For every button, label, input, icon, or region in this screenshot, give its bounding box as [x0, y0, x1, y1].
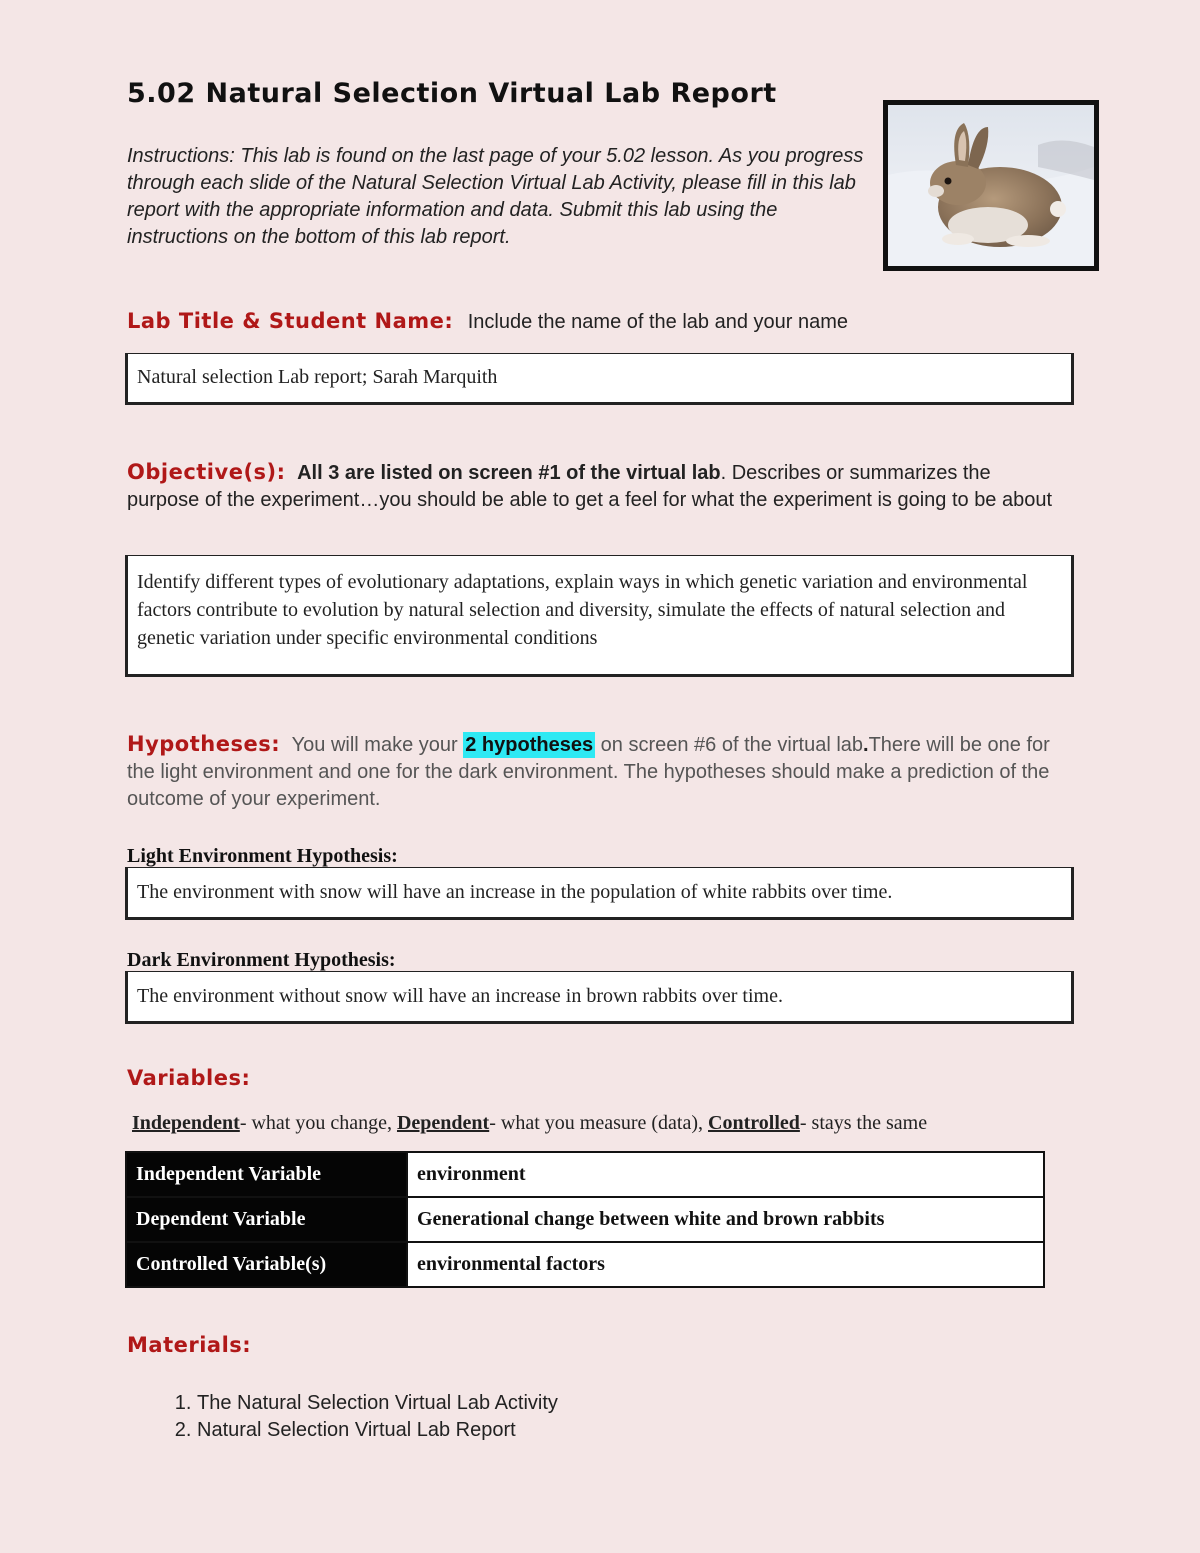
lab-title-label: Lab Title & Student Name: — [127, 309, 454, 333]
light-hypothesis-answer: The environment with snow will have an increase in the population of white rabbits over time. — [137, 881, 893, 903]
objectives-answer-box[interactable] — [125, 555, 1074, 677]
materials-list-wrap — [127, 1390, 927, 1444]
def-independent: Independent — [132, 1112, 240, 1134]
dependent-variable-key: Dependent Variable — [126, 1197, 407, 1242]
variables-definitions — [132, 1112, 927, 1135]
lab-title-heading — [127, 309, 848, 336]
table-row — [126, 1242, 1044, 1287]
dark-hypothesis-answer: The environment without snow will have an increase in brown rabbits over time. — [137, 985, 783, 1007]
hypotheses-prompt-before: You will make your — [291, 734, 458, 756]
hypotheses-prompt-mid: on screen #6 of the virtual lab — [600, 734, 864, 756]
rabbit-photo — [883, 100, 1099, 271]
objectives-bold-prompt: All 3 are listed on screen #1 of the virtual lab — [297, 462, 721, 484]
lab-title-prompt: Include the name of the lab and your name — [467, 311, 849, 333]
hypotheses-period: . — [863, 734, 869, 756]
variables-label: Variables: — [127, 1066, 251, 1090]
hypotheses-heading — [127, 731, 1067, 813]
def-dependent: Dependent — [396, 1112, 490, 1134]
lab-title-answer: Natural selection Lab report; Sarah Marquith — [137, 366, 498, 388]
controlled-variable-value[interactable]: environmental factors — [407, 1242, 1044, 1287]
light-hypothesis-box[interactable] — [125, 867, 1074, 920]
def-controlled-text: - stays the same — [799, 1112, 928, 1134]
controlled-variable-key: Controlled Variable(s) — [126, 1242, 407, 1287]
independent-variable-value[interactable]: environment — [407, 1152, 1044, 1197]
page-title: 5.02 Natural Selection Virtual Lab Report — [127, 78, 777, 109]
hypotheses-highlight: 2 hypotheses — [465, 734, 594, 756]
materials-list — [127, 1390, 927, 1444]
rabbit-illustration — [888, 105, 1094, 266]
objectives-heading — [127, 459, 1067, 514]
instructions-text: Instructions: This lab is found on the last page of your 5.02 lesson. As you progress through each slide of the Natural Selection Virtual Lab Activity, please fill in this lab report with the appropriate information and data. Submit this lab using the instructions on the bottom of this lab report. — [127, 145, 864, 248]
objectives-answer: Identify different types of evolutionary adaptations, explain ways in which genetic variation and environmental factors contribute to evolution by natural selection and diversity, simulate the effects of natural selection and genetic variation under specific environmental conditions — [137, 571, 1028, 649]
dark-hypothesis-box[interactable] — [125, 971, 1074, 1024]
dependent-variable-value[interactable]: Generational change between white and brown rabbits — [407, 1197, 1044, 1242]
variables-table — [125, 1151, 1045, 1288]
hypotheses-prompt-after: There will be one for the light environment and one for the dark environment. The hypotheses should make a prediction of the outcome of your experiment. — [127, 734, 1050, 810]
table-row — [126, 1152, 1044, 1197]
objectives-prompt: . Describes or summarizes the purpose of the experiment…you should be able to get a feel for what the experiment is going to be about — [127, 462, 1053, 511]
list-item: 1. The Natural Selection Virtual Lab Activity — [197, 1390, 927, 1417]
def-dependent-text: - what you measure (data), — [489, 1112, 709, 1134]
lab-title-answer-box[interactable] — [125, 353, 1074, 405]
materials-label: Materials: — [127, 1333, 252, 1357]
objectives-label: Objective(s): — [127, 460, 286, 484]
dark-hypothesis-label: Dark Environment Hypothesis: — [127, 949, 396, 971]
def-controlled: Controlled — [708, 1112, 800, 1134]
table-row — [126, 1197, 1044, 1242]
independent-variable-key: Independent Variable — [126, 1152, 407, 1197]
list-item: 2. Natural Selection Virtual Lab Report — [197, 1417, 927, 1444]
light-hypothesis-label: Light Environment Hypothesis: — [127, 845, 398, 867]
def-independent-text: - what you change, — [239, 1112, 397, 1134]
hypotheses-label: Hypotheses: — [127, 732, 281, 756]
